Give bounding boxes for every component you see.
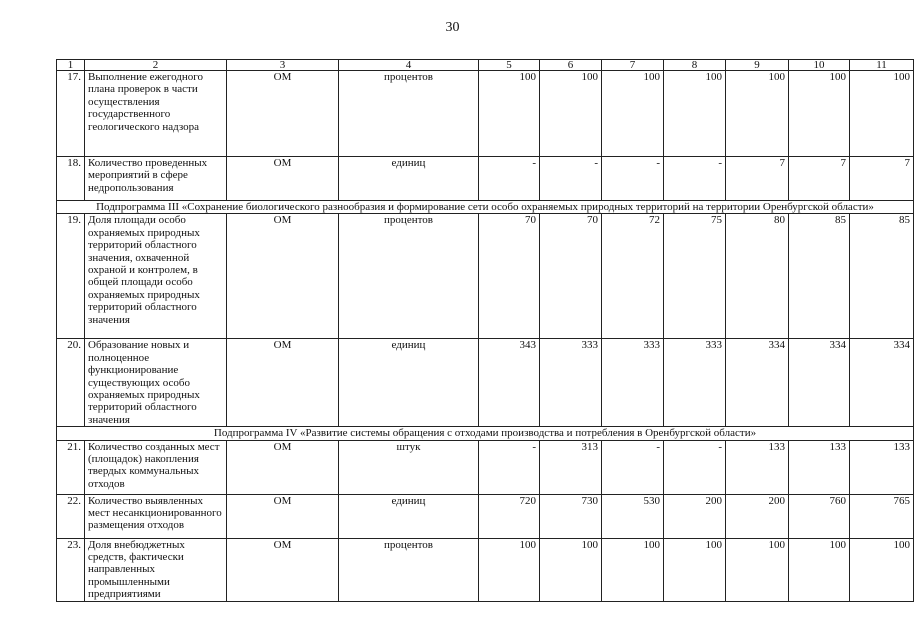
unit-of-measure: единиц [339, 157, 479, 201]
indicator-type: ОМ [227, 214, 339, 339]
indicator-value: 100 [726, 538, 789, 601]
indicator-value: 334 [726, 339, 789, 427]
indicator-value: 100 [789, 538, 850, 601]
table-row [57, 157, 914, 201]
column-number: 8 [664, 60, 726, 71]
column-number: 2 [85, 60, 227, 71]
indicator-value: 72 [602, 214, 664, 339]
indicator-type: ОМ [227, 71, 339, 157]
row-number: 20. [57, 339, 85, 427]
indicator-value: 80 [726, 214, 789, 339]
indicator-type: ОМ [227, 494, 339, 538]
subprogram-title: Подпрограмма III «Сохранение биологического разнообразия и формирование сети особо охраняемых природных территорий на территории Оренбургской области» [57, 201, 914, 214]
indicator-name: Доля внебюджетных средств, фактически направленных промышленными предприятиями [85, 538, 227, 601]
row-number: 17. [57, 71, 85, 157]
indicator-value: 100 [479, 538, 540, 601]
indicator-value: 133 [850, 440, 914, 494]
indicator-value: 100 [664, 71, 726, 157]
indicator-value: 760 [789, 494, 850, 538]
indicator-name: Выполнение ежегодного плана проверок в части осуществления государственного геологического надзора [85, 71, 227, 157]
column-number: 9 [726, 60, 789, 71]
indicator-value: 100 [540, 538, 602, 601]
indicator-value: - [664, 157, 726, 201]
unit-of-measure: процентов [339, 71, 479, 157]
indicator-value: 133 [726, 440, 789, 494]
column-number: 3 [227, 60, 339, 71]
row-number: 18. [57, 157, 85, 201]
column-number: 11 [850, 60, 914, 71]
unit-of-measure: единиц [339, 494, 479, 538]
indicator-value: 100 [664, 538, 726, 601]
row-number: 21. [57, 440, 85, 494]
indicator-value: 100 [602, 538, 664, 601]
indicator-type: ОМ [227, 157, 339, 201]
table-row [57, 494, 914, 538]
indicator-value: 100 [850, 71, 914, 157]
column-number: 5 [479, 60, 540, 71]
indicator-value: 200 [726, 494, 789, 538]
indicator-value: 85 [850, 214, 914, 339]
column-number: 7 [602, 60, 664, 71]
column-number: 6 [540, 60, 602, 71]
indicator-type: ОМ [227, 339, 339, 427]
indicator-value: 100 [602, 71, 664, 157]
indicator-value: 343 [479, 339, 540, 427]
indicator-value: 730 [540, 494, 602, 538]
indicator-value: 100 [850, 538, 914, 601]
table-row [57, 214, 914, 339]
indicator-type: ОМ [227, 538, 339, 601]
indicator-value: 100 [479, 71, 540, 157]
column-number: 10 [789, 60, 850, 71]
indicator-name: Образование новых и полноценное функционирование существующих особо охраняемых природных территорий областного значения [85, 339, 227, 427]
indicator-value: - [602, 157, 664, 201]
subprogram-title: Подпрограмма IV «Развитие системы обращения с отходами производства и потребления в Оренбургской области» [57, 427, 914, 440]
column-number: 4 [339, 60, 479, 71]
indicator-value: 70 [540, 214, 602, 339]
subprogram-row [57, 201, 914, 214]
indicator-value: 200 [664, 494, 726, 538]
row-number: 19. [57, 214, 85, 339]
unit-of-measure: единиц [339, 339, 479, 427]
indicator-value: 75 [664, 214, 726, 339]
indicator-value: 334 [789, 339, 850, 427]
indicator-name: Количество проведенных мероприятий в сфере недропользования [85, 157, 227, 201]
indicator-name: Доля площади особо охраняемых природных территорий областного значения, охваченной охраной и контролем, в общей площади особо охраняемых природных территорий областного значения [85, 214, 227, 339]
table-row [57, 440, 914, 494]
row-number: 22. [57, 494, 85, 538]
indicator-value: 85 [789, 214, 850, 339]
indicator-value: - [664, 440, 726, 494]
indicator-value: 333 [664, 339, 726, 427]
page-number: 30 [445, 20, 460, 35]
indicator-value: 100 [540, 71, 602, 157]
unit-of-measure: процентов [339, 538, 479, 601]
table-row [57, 538, 914, 601]
indicator-value: 720 [479, 494, 540, 538]
indicator-value: 133 [789, 440, 850, 494]
table-row [57, 339, 914, 427]
indicators-table [56, 59, 914, 602]
indicator-value: 7 [726, 157, 789, 201]
indicator-value: 334 [850, 339, 914, 427]
indicator-value: 313 [540, 440, 602, 494]
subprogram-row [57, 427, 914, 440]
indicator-value: - [540, 157, 602, 201]
indicator-value: 100 [726, 71, 789, 157]
indicator-value: 70 [479, 214, 540, 339]
indicator-value: - [479, 157, 540, 201]
indicator-value: 7 [789, 157, 850, 201]
indicator-value: 100 [789, 71, 850, 157]
indicator-value: 7 [850, 157, 914, 201]
column-number: 1 [57, 60, 85, 71]
indicator-value: 333 [602, 339, 664, 427]
indicator-value: - [479, 440, 540, 494]
indicator-value: 530 [602, 494, 664, 538]
indicator-name: Количество выявленных мест несанкционированного размещения отходов [85, 494, 227, 538]
row-number: 23. [57, 538, 85, 601]
indicator-value: 765 [850, 494, 914, 538]
indicator-name: Количество созданных мест (площадок) накопления твердых коммунальных отходов [85, 440, 227, 494]
unit-of-measure: штук [339, 440, 479, 494]
unit-of-measure: процентов [339, 214, 479, 339]
indicator-value: 333 [540, 339, 602, 427]
indicator-type: ОМ [227, 440, 339, 494]
table-row [57, 71, 914, 157]
indicator-value: - [602, 440, 664, 494]
column-number-row [57, 60, 914, 71]
